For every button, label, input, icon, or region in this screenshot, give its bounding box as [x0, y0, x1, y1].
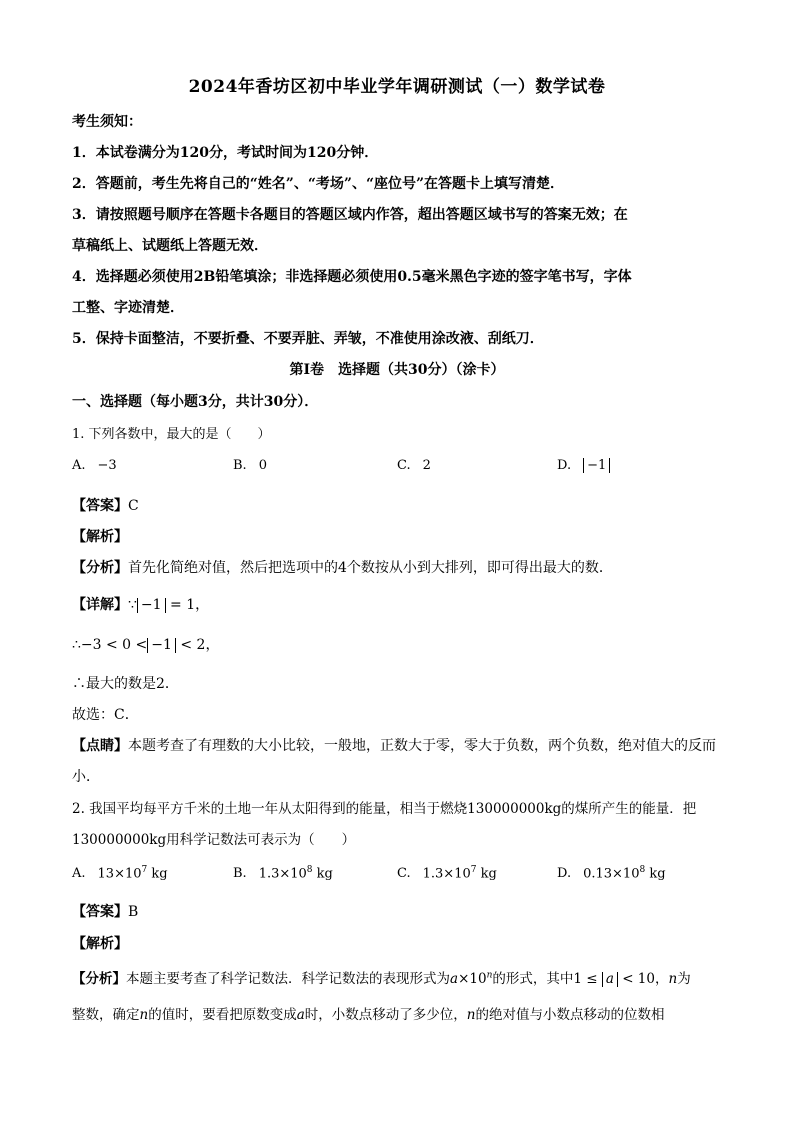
detail-pre: ∵ — [128, 597, 137, 613]
notice-item: 草稿纸上、试题纸上答题无效． — [72, 238, 268, 254]
option-base: 13×10 — [97, 866, 142, 882]
q1-detail — [72, 594, 209, 614]
q1-option-a — [72, 458, 117, 473]
fenxi-text: ， — [654, 971, 669, 987]
option-unit: kg — [645, 866, 666, 882]
option-text: −3 — [97, 458, 117, 473]
notice-heading: 考生须知： — [72, 114, 142, 130]
option-letter: D. — [557, 866, 572, 882]
notice-item: 工整、字迹清楚． — [72, 300, 184, 316]
q1-dianjing — [72, 735, 716, 755]
option-unit: kg — [476, 866, 497, 882]
q2-option-a — [72, 865, 168, 881]
answer-tag: 【答案】 — [72, 498, 128, 514]
fenxi-text: 本题主要考查了科学记数法．科学记数法的表现形式为 — [126, 971, 450, 987]
math-text: ×10 — [458, 971, 487, 987]
fenxi-tag: 【分析】 — [72, 971, 126, 987]
page-title: 2024年香坊区初中毕业学年调研测试（一）数学试卷 — [188, 77, 606, 97]
abs-value: −1 — [147, 638, 176, 653]
notice-item: 5．保持卡面整洁，不要折叠、不要弄脏、弄皱，不准使用涂改液、刮纸刀． — [72, 331, 544, 347]
answer-value: C — [128, 498, 139, 514]
option-exp: 7 — [141, 865, 148, 875]
q2-option-d — [557, 865, 666, 881]
fenxi-text: 为 — [677, 971, 691, 987]
dianjing-tag: 【点睛】 — [72, 738, 128, 754]
notice-item: 1．本试卷满分为120分，考试时间为120分钟． — [72, 145, 379, 161]
notice-item: 2．答题前，考生先将自己的“姓名”、“考场”、“座位号”在答题卡上填写清楚． — [72, 176, 565, 192]
dianjing-text: 本题考查了有理数的大小比较，一般地，正数大于零，零大于负数，两个负数，绝对值大的反而 — [128, 738, 716, 754]
fenxi-text: 时，小数点移动了多少位， — [304, 1007, 467, 1023]
answer-value: B — [128, 904, 139, 920]
detail-post: < 2， — [175, 637, 220, 653]
option-letter: D. — [557, 458, 572, 473]
option-base: 0.13×10 — [583, 866, 640, 882]
option-exp: 7 — [470, 865, 477, 875]
notice-item: 4．选择题必须使用2B铅笔填涂；非选择题必须使用0.5毫米黑色字迹的签字笔书写，字体 — [72, 269, 632, 285]
option-base: 1.3×10 — [258, 866, 307, 882]
math-var: n — [139, 1007, 149, 1023]
math-var: n — [466, 1007, 476, 1023]
fenxi-text: 首先化简绝对值，然后把选项中的4个数按从小到大排列，即可得出最大的数． — [128, 560, 613, 576]
detail-pre: ∴−3 < 0 < — [72, 637, 148, 653]
q1-option-b — [233, 458, 267, 473]
option-base: 1.3×10 — [422, 866, 471, 882]
option-exp: 8 — [639, 865, 646, 875]
analysis-tag: 【解析】 — [72, 936, 128, 952]
q1-detail-line2 — [72, 634, 219, 654]
q2-fenxi — [72, 967, 691, 987]
q2-analysis — [72, 933, 128, 953]
option-letter: A. — [72, 458, 86, 473]
option-letter: A. — [72, 866, 86, 882]
option-text: −1 — [583, 458, 610, 473]
question-2-stem-line2: 130000000kg用科学记数法可表示为（ ） — [72, 832, 356, 848]
option-exp: 8 — [306, 865, 313, 875]
math-var: n — [668, 971, 678, 987]
option-text: 0 — [258, 458, 267, 473]
math-var: a — [450, 971, 459, 987]
part-title: 一、选择题（每小题3分，共计30分）． — [72, 394, 319, 410]
option-letter: C. — [397, 866, 411, 882]
q2-option-b — [233, 865, 333, 881]
answer-tag: 【答案】 — [72, 904, 128, 920]
detail-post: = 1， — [165, 597, 210, 613]
section-title: 第Ⅰ卷 选择题（共30分）（涂卡） — [289, 362, 505, 378]
math-text: 1 ≤ — [573, 971, 602, 987]
question-1-stem: 1. 下列各数中，最大的是（ ） — [72, 427, 271, 442]
q2-option-c — [397, 865, 497, 881]
detail-tag: 【详解】 — [72, 597, 128, 613]
abs-value: a — [602, 972, 618, 987]
q1-analysis — [72, 526, 128, 546]
q1-answer — [72, 495, 139, 515]
option-unit: kg — [312, 866, 333, 882]
fenxi-text: 的绝对值与小数点移动的位数相 — [475, 1007, 665, 1023]
q1-fenxi — [72, 557, 613, 577]
option-letter: B. — [233, 866, 247, 882]
fenxi-text: 的值时，要看把原数变成 — [148, 1007, 297, 1023]
notice-item: 3．请按照题号顺序在答题卡各题目的答题区域内作答，超出答题区域书写的答案无效；在 — [72, 207, 628, 223]
fenxi-text: 整数，确定 — [72, 1007, 140, 1023]
question-2-stem: 2. 我国平均每平方千米的土地一年从太阳得到的能量，相当于燃烧130000000kg的煤所产生的能量．把 — [72, 801, 697, 817]
math-exp: n — [486, 970, 493, 981]
q1-choose: 故选：C． — [72, 707, 139, 723]
q1-option-d — [557, 458, 610, 473]
q2-fenxi-line2 — [72, 1003, 664, 1023]
math-var: a — [296, 1007, 305, 1023]
q1-detail-line3: ∴最大的数是2． — [72, 676, 179, 692]
q1-dianjing-line2: 小． — [72, 769, 100, 785]
abs-value: −1 — [137, 598, 166, 613]
option-letter: B. — [233, 458, 247, 473]
q1-option-c — [397, 458, 431, 473]
analysis-tag: 【解析】 — [72, 529, 128, 545]
option-unit: kg — [147, 866, 168, 882]
fenxi-tag: 【分析】 — [72, 560, 128, 576]
fenxi-text: 的形式，其中 — [492, 971, 574, 987]
q2-answer — [72, 901, 138, 921]
math-text: < 10 — [617, 971, 655, 987]
option-text: 2 — [422, 458, 431, 473]
option-letter: C. — [397, 458, 411, 473]
